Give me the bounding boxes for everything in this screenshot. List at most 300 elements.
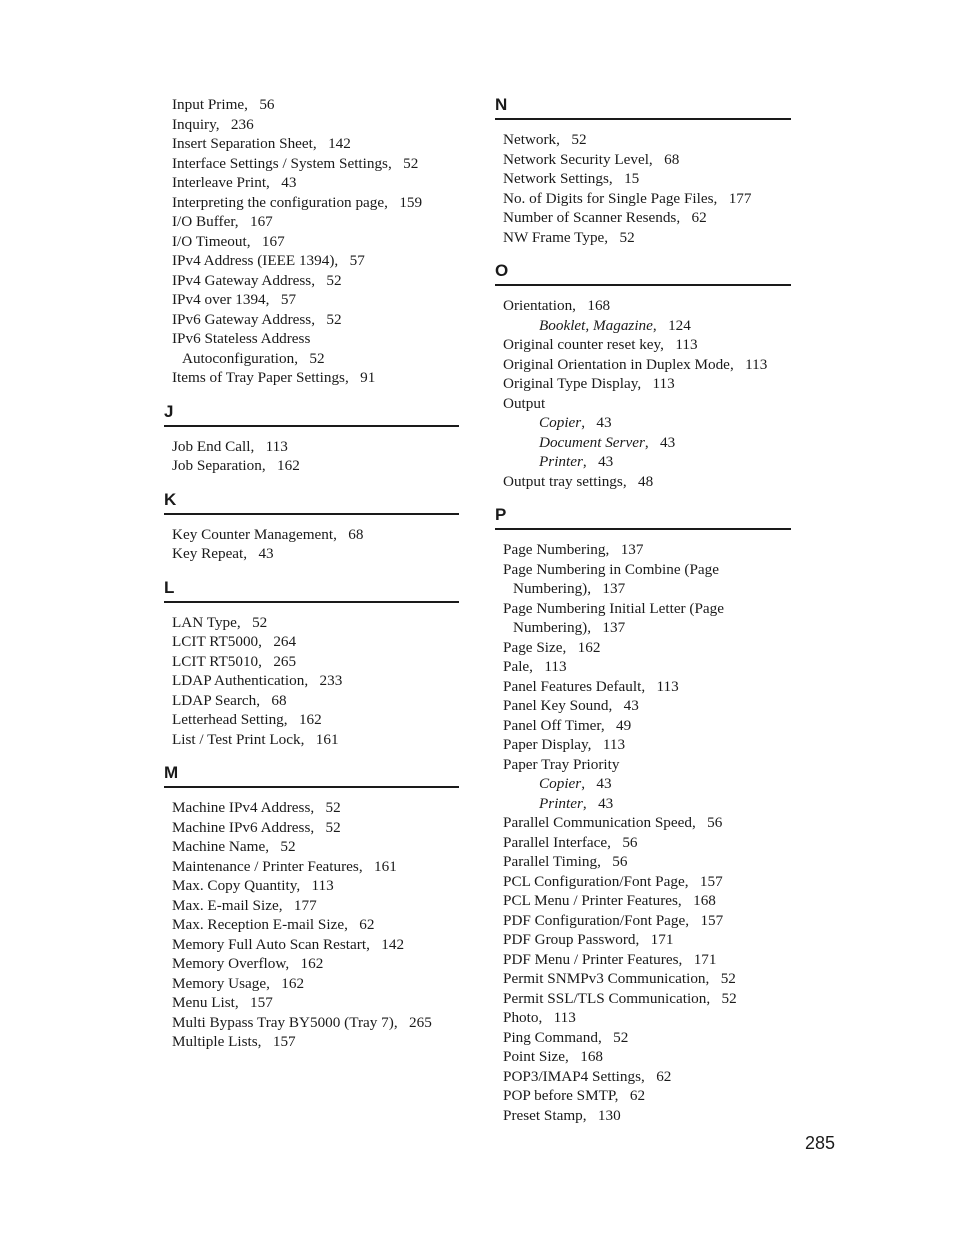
index-term: IPv6 Stateless Address <box>172 330 311 347</box>
section-letter-heading: N <box>495 95 508 114</box>
index-separator: , <box>713 189 729 207</box>
index-term: Document Server <box>539 433 645 451</box>
index-page-ref: 56 <box>622 833 638 851</box>
index-entry <box>495 930 791 950</box>
index-page-ref: 49 <box>616 716 632 734</box>
index-separator: , <box>266 974 282 992</box>
index-page-ref: 177 <box>293 896 317 914</box>
index-entry <box>495 911 791 931</box>
index-term: IPv4 Gateway Address <box>172 271 312 289</box>
index-term: Original Type Display <box>503 375 638 392</box>
index-term: LDAP Search <box>172 691 257 709</box>
index-term: Paper Display <box>503 736 588 753</box>
index-column-left <box>164 95 459 1052</box>
index-term: Page Numbering in Combine (Page <box>503 560 719 578</box>
section-divider <box>495 528 791 530</box>
index-entry <box>164 876 459 896</box>
index-entry <box>164 710 459 730</box>
index-entry <box>164 310 459 330</box>
index-separator: , <box>637 375 653 392</box>
index-term: PDF Configuration/Font Page <box>503 911 686 929</box>
index-separator: , <box>652 316 669 334</box>
index-page-ref: 162 <box>281 974 305 992</box>
index-separator: , <box>246 232 262 250</box>
index-term: POP before SMTP <box>503 1087 615 1104</box>
index-separator: , <box>266 174 282 191</box>
index-page-ref: 52 <box>619 228 635 246</box>
index-entry <box>164 954 459 974</box>
index-term: Network Settings <box>503 170 609 187</box>
index-separator: , <box>582 453 599 470</box>
index-page-ref: 43 <box>258 545 274 562</box>
index-term: Permit SSL/TLS Communication <box>503 989 707 1007</box>
index-entry <box>495 1067 791 1087</box>
index-entry <box>164 730 459 750</box>
index-entry <box>495 755 791 775</box>
index-page-ref: 113 <box>602 736 626 753</box>
index-entry <box>164 251 459 271</box>
index-page-ref: 157 <box>272 1033 296 1050</box>
index-term: Printer <box>539 794 583 812</box>
index-separator: , <box>582 794 599 812</box>
index-page-ref: 142 <box>381 935 405 953</box>
index-entry <box>495 1047 791 1067</box>
index-page-ref: 265 <box>409 1013 432 1031</box>
index-separator: , <box>283 711 299 728</box>
section-letter-heading: K <box>164 489 177 509</box>
index-separator: , <box>310 799 326 816</box>
index-page-ref: 52 <box>720 970 736 987</box>
index-entry <box>495 355 791 375</box>
index-term: Panel Key Sound <box>503 697 609 714</box>
index-separator: , <box>677 892 694 909</box>
index-term: Max. E-mail Size <box>172 896 279 914</box>
index-term: Panel Off Timer <box>503 716 601 734</box>
index-entry <box>495 677 791 697</box>
index-entry <box>495 579 791 599</box>
index-term: POP3/IMAP4 Settings <box>503 1067 641 1085</box>
index-page-ref: 157 <box>250 994 273 1011</box>
index-term: Pale <box>503 658 530 675</box>
index-entry <box>495 1008 791 1028</box>
section-letter-heading: J <box>164 401 174 421</box>
index-section-p <box>495 505 791 1125</box>
index-term: Memory Full Auto Scan Restart <box>172 935 367 953</box>
index-entry <box>164 1013 459 1033</box>
index-separator: , <box>556 131 572 148</box>
index-entry <box>495 472 791 492</box>
index-term: Interleave Print <box>172 174 267 191</box>
index-page-ref: 171 <box>650 931 674 948</box>
index-page-ref: 43 <box>598 794 614 812</box>
index-page-ref: 68 <box>271 691 287 709</box>
index-separator: , <box>311 271 327 289</box>
index-term: Permit SNMPv3 Communication <box>503 970 706 987</box>
index-entry <box>164 154 459 174</box>
index-entry <box>164 232 459 252</box>
index-page-ref: 68 <box>348 525 364 543</box>
index-term: Max. Reception E-mail Size <box>172 916 345 933</box>
index-entry <box>495 618 791 638</box>
index-separator: , <box>676 209 692 226</box>
page-number: 285 <box>804 1133 835 1153</box>
index-subentry <box>495 452 791 472</box>
index-entry <box>164 368 459 388</box>
index-separator: , <box>587 736 603 753</box>
index-separator: , <box>334 252 350 269</box>
index-term: LDAP Authentication <box>172 672 305 689</box>
index-separator: , <box>622 472 638 490</box>
index-page-ref: 142 <box>328 135 351 152</box>
index-page-ref: 161 <box>374 857 397 875</box>
index-page-ref: 137 <box>602 580 626 597</box>
index-term: Printer <box>539 453 583 470</box>
index-separator: , <box>691 814 708 831</box>
index-entry <box>164 456 459 476</box>
index-entry <box>495 852 791 872</box>
index-separator: , <box>608 697 624 714</box>
index-separator: , <box>312 135 329 152</box>
index-term: PCL Menu / Printer Features <box>503 892 678 909</box>
index-term: Max. Copy Quantity <box>172 877 297 894</box>
index-separator: , <box>384 193 400 211</box>
index-section-l <box>164 578 459 750</box>
index-page-ref: 52 <box>326 271 342 289</box>
index-entry <box>495 696 791 716</box>
index-page-ref: 52 <box>280 838 296 855</box>
index-page-ref: 264 <box>273 633 297 650</box>
index-page-ref: 43 <box>596 414 612 431</box>
index-term: Items of Tray Paper Settings <box>172 369 345 386</box>
index-page-ref: 113 <box>745 355 768 373</box>
index-entry <box>164 613 459 633</box>
index-page-ref: 171 <box>693 950 717 968</box>
section-divider <box>164 513 459 515</box>
index-page-ref: 265 <box>273 652 297 670</box>
index-entry <box>164 652 459 672</box>
index-page-ref: 157 <box>699 872 723 890</box>
index-page-ref: 162 <box>300 955 324 972</box>
index-term: Inquiry <box>172 115 216 133</box>
index-term: Interface Settings / System Settings <box>172 154 388 172</box>
index-page-ref: 177 <box>728 189 752 207</box>
index-page-ref: 168 <box>580 1048 603 1065</box>
index-term: IPv4 over 1394 <box>172 291 266 308</box>
index-separator: , <box>257 1033 273 1050</box>
index-entry <box>495 296 791 316</box>
index-page-ref: 56 <box>259 96 275 113</box>
index-entry <box>495 950 791 970</box>
index-page-ref: 130 <box>597 1106 621 1124</box>
index-separator: , <box>278 896 294 914</box>
index-page-ref: 43 <box>598 453 614 470</box>
index-page-ref: 52 <box>325 799 341 816</box>
index-separator: , <box>256 691 272 709</box>
index-separator: , <box>678 950 694 968</box>
index-entry <box>164 525 459 545</box>
index-entry <box>495 989 791 1009</box>
index-term: No. of Digits for Single Page Files <box>503 189 714 207</box>
index-separator: , <box>258 652 274 670</box>
index-separator: , <box>614 1087 630 1104</box>
index-separator: , <box>587 619 603 636</box>
index-term: Insert Separation Sheet <box>172 135 313 152</box>
index-separator: , <box>572 297 588 314</box>
index-entry <box>164 974 459 994</box>
index-separator: , <box>358 857 375 875</box>
index-entry <box>495 1028 791 1048</box>
index-term: I/O Buffer <box>172 213 235 230</box>
index-entry <box>164 837 459 857</box>
index-entry <box>164 632 459 652</box>
index-entry <box>495 208 791 228</box>
index-entry <box>495 657 791 677</box>
index-term: Original Orientation in Duplex Mode <box>503 355 730 373</box>
index-entry <box>495 228 791 248</box>
index-term: Photo <box>503 1009 539 1026</box>
index-separator: , <box>258 633 274 650</box>
section-divider <box>164 425 459 427</box>
index-term: Ping Command <box>503 1028 598 1046</box>
index-page-ref: 52 <box>325 818 341 836</box>
index-page-ref: 162 <box>277 457 300 474</box>
index-entry <box>164 134 459 154</box>
index-page-ref: 168 <box>587 297 611 314</box>
index-page-ref: 159 <box>399 193 423 211</box>
index-separator: , <box>581 414 597 431</box>
index-term: LAN Type <box>172 613 237 631</box>
index-term: IPv6 Gateway Address <box>172 310 312 328</box>
index-page-ref: 52 <box>571 131 587 148</box>
index-page-ref: 62 <box>691 209 707 226</box>
index-term: Point Size <box>503 1048 566 1065</box>
index-term: Key Counter Management <box>172 525 334 543</box>
index-term: Parallel Timing <box>503 853 598 870</box>
index-page-ref: 113 <box>311 877 334 894</box>
index-page-ref: 43 <box>596 775 612 792</box>
section-letter-heading: P <box>495 505 507 524</box>
index-term: Copier <box>539 414 582 431</box>
index-entry <box>495 150 791 170</box>
index-term: Memory Usage <box>172 974 267 992</box>
index-entry <box>495 716 791 736</box>
index-separator: , <box>644 433 661 451</box>
index-separator: , <box>587 580 603 597</box>
index-term: LCIT RT5010 <box>172 652 259 670</box>
index-separator: , <box>393 1013 409 1031</box>
index-page-ref: 113 <box>656 677 679 695</box>
index-page-ref: 167 <box>261 232 285 250</box>
index-page-ref: 113 <box>544 658 567 675</box>
index-separator: , <box>304 672 320 689</box>
index-separator: , <box>310 818 326 836</box>
index-term: Number of Scanner Resends <box>503 209 677 226</box>
index-subentry <box>495 316 791 336</box>
index-separator: , <box>265 291 281 308</box>
index-term: Machine IPv4 Address <box>172 799 311 816</box>
index-page-ref: 168 <box>693 892 716 909</box>
index-term: Panel Features Default <box>503 677 642 695</box>
index-entry <box>164 329 459 349</box>
index-separator: , <box>294 349 310 367</box>
index-entry <box>164 993 459 1013</box>
index-term: Orientation <box>503 297 573 314</box>
index-entry <box>164 818 459 838</box>
index-entry <box>164 798 459 818</box>
index-separator: , <box>705 970 721 987</box>
index-entry <box>164 671 459 691</box>
index-page-ref: 162 <box>577 638 601 656</box>
index-separator: , <box>529 658 545 675</box>
index-separator: , <box>607 833 623 851</box>
index-separator: , <box>234 994 251 1011</box>
index-entry <box>495 130 791 150</box>
index-entry <box>495 169 791 189</box>
index-page-ref: 62 <box>656 1067 672 1085</box>
index-section-n <box>495 95 791 247</box>
index-page-ref: 157 <box>700 911 724 929</box>
index-term: Job End Call <box>172 437 251 455</box>
index-separator: , <box>344 916 360 933</box>
section-divider <box>495 284 791 286</box>
index-term: Multiple Lists <box>172 1033 258 1050</box>
index-entry <box>164 691 459 711</box>
index-entry <box>164 896 459 916</box>
index-term: Network <box>503 131 557 148</box>
index-separator: , <box>635 931 651 948</box>
index-section-k <box>164 490 459 564</box>
index-term: IPv4 Address (IEEE 1394) <box>172 252 335 269</box>
index-page-ref: 48 <box>638 472 654 490</box>
index-entry <box>495 374 791 394</box>
index-page-ref: 43 <box>281 174 297 191</box>
index-subentry <box>495 433 791 453</box>
index-term: Numbering) <box>513 619 588 636</box>
index-page-ref: 52 <box>613 1028 629 1046</box>
index-entry <box>164 437 459 457</box>
index-separator: , <box>597 1028 614 1046</box>
index-separator: , <box>344 369 361 386</box>
index-term: Page Numbering <box>503 541 606 558</box>
index-separator: , <box>311 310 327 328</box>
index-page-ref: 162 <box>298 711 322 728</box>
index-entry <box>495 872 791 892</box>
index-term: Page Numbering Initial Letter (Page <box>503 599 724 617</box>
index-page-ref: 52 <box>252 613 268 631</box>
index-entry <box>164 857 459 877</box>
index-entry <box>495 540 791 560</box>
index-separator: , <box>685 911 701 929</box>
section-divider <box>495 118 791 120</box>
index-separator: , <box>215 115 231 133</box>
index-separator: , <box>641 1067 657 1085</box>
index-separator: , <box>597 853 613 870</box>
index-term: Network Security Level <box>503 150 649 168</box>
index-entry <box>495 394 791 414</box>
index-page-ref: 62 <box>629 1087 646 1104</box>
index-separator: , <box>729 355 746 373</box>
index-page-ref: 124 <box>668 316 691 334</box>
index-separator: , <box>648 150 665 168</box>
index-entry <box>495 638 791 658</box>
section-divider <box>164 601 459 603</box>
section-divider <box>164 786 459 788</box>
index-term: Original counter reset key <box>503 336 661 353</box>
index-page-ref: 113 <box>553 1009 576 1026</box>
index-separator: , <box>660 336 676 353</box>
index-page-ref: 43 <box>623 697 639 714</box>
index-term: Copier <box>539 775 582 792</box>
index-term: Machine Name <box>172 838 266 855</box>
index-page-ref: 56 <box>612 853 628 870</box>
index-separator: , <box>243 545 259 562</box>
index-entry <box>164 95 459 115</box>
index-term: Interpreting the configuration page <box>172 193 385 211</box>
index-separator: , <box>285 955 301 972</box>
index-term: List / Test Print Lock <box>172 730 301 748</box>
index-separator: , <box>565 1048 581 1065</box>
index-term: Autoconfiguration <box>182 349 295 367</box>
index-entry <box>495 969 791 989</box>
index-entry <box>164 915 459 935</box>
index-page-ref: 113 <box>675 336 698 353</box>
index-separator: , <box>538 1009 554 1026</box>
index-term: PCL Configuration/Font Page <box>503 872 685 890</box>
index-entry <box>164 544 459 564</box>
index-term: Key Repeat <box>172 545 244 562</box>
index-separator: , <box>366 935 382 953</box>
index-term: Multi Bypass Tray BY5000 (Tray 7) <box>172 1013 394 1031</box>
section-letter-heading: M <box>164 763 179 782</box>
index-separator: , <box>234 213 250 230</box>
index-section-o <box>495 261 791 491</box>
index-entry <box>164 193 459 213</box>
index-entry <box>495 1086 791 1106</box>
index-entry <box>495 735 791 755</box>
index-page-ref: 113 <box>652 375 675 392</box>
index-separator: , <box>706 989 722 1007</box>
index-subentry <box>495 794 791 814</box>
index-page-ref: 52 <box>721 989 737 1007</box>
index-entry <box>164 115 459 135</box>
index-separator: , <box>600 716 617 734</box>
index-separator: , <box>684 872 700 890</box>
index-separator: , <box>605 541 621 558</box>
index-term: LCIT RT5000 <box>172 633 259 650</box>
index-entry <box>495 833 791 853</box>
index-separator: , <box>236 613 253 631</box>
index-entry <box>164 1032 459 1052</box>
index-term: Paper Tray Priority <box>503 755 620 773</box>
index-separator: , <box>300 730 316 748</box>
index-separator: , <box>387 154 404 172</box>
index-page-ref: 161 <box>315 730 339 748</box>
index-page-ref: 52 <box>326 310 342 328</box>
index-section-m <box>164 763 459 1052</box>
index-entry <box>164 935 459 955</box>
index-term: Numbering) <box>513 580 588 597</box>
index-column-right <box>495 95 791 1125</box>
index-page-ref: 52 <box>403 154 419 172</box>
index-subentry <box>495 774 791 794</box>
index-term: Job Separation <box>172 457 262 474</box>
index-term: Output <box>503 394 546 412</box>
index-term: Memory Overflow <box>172 955 286 972</box>
index-page-ref: 113 <box>265 437 288 455</box>
index-term: Input Prime <box>172 96 245 113</box>
index-page-ref: 62 <box>359 916 375 933</box>
index-term: PDF Group Password <box>503 931 636 948</box>
